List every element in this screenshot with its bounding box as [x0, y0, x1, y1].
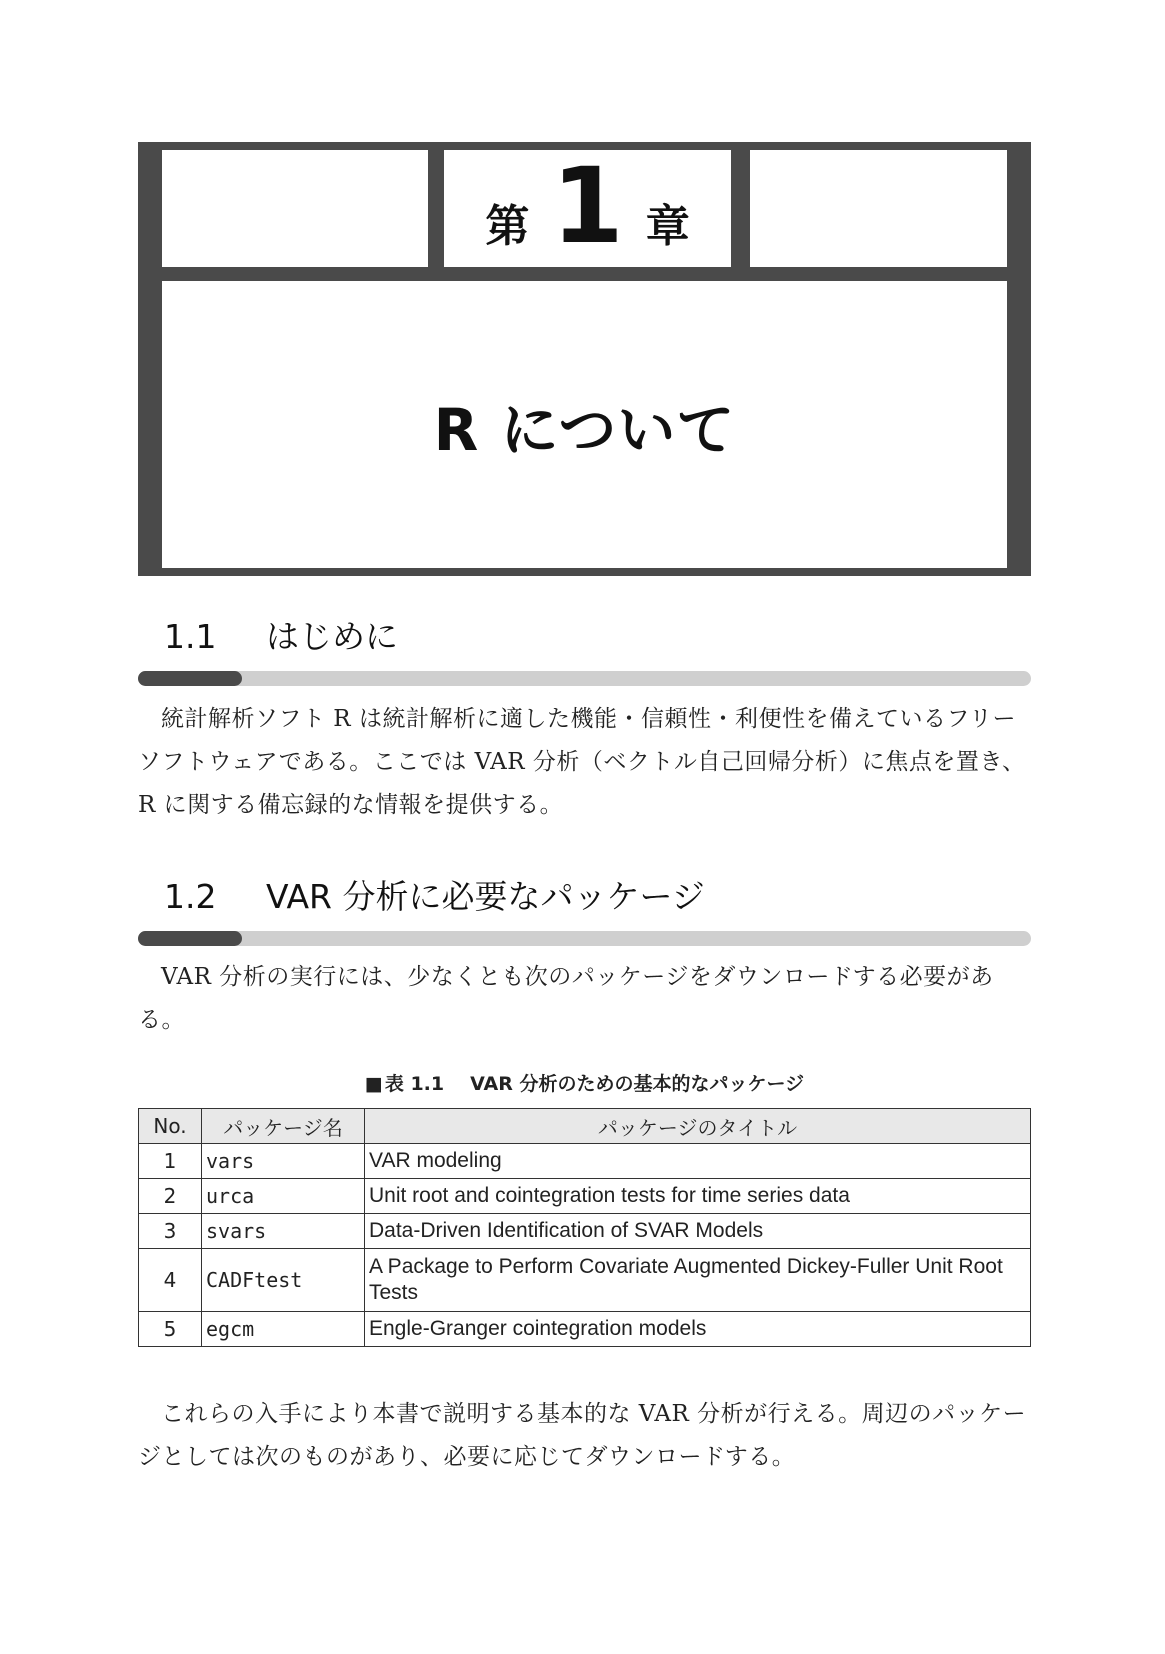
row-no: 2 — [139, 1179, 202, 1214]
header-no: No. — [139, 1109, 202, 1144]
row-package-title: Data-Driven Identification of SVAR Models — [365, 1214, 1031, 1249]
section-1-1-paragraph: 統計解析ソフト R は統計解析に適した機能・信頼性・利便性を備えているフリーソフトウェアである。ここでは VAR 分析（ベクトル自己回帰分析）に焦点を置き、R に関する備忘録的な情報を提供する。 — [138, 706, 1026, 818]
package-table — [138, 1108, 1031, 1347]
table-caption — [138, 1069, 1031, 1096]
header-package-title: パッケージのタイトル — [365, 1109, 1031, 1144]
chapter-number-digit: 1 — [551, 144, 624, 267]
table-row — [139, 1249, 1031, 1312]
chapter-number — [444, 144, 731, 267]
chapter-title-cell — [162, 281, 1007, 568]
section-underline — [138, 671, 1031, 686]
section-underline-accent — [138, 931, 242, 946]
table-row — [139, 1214, 1031, 1249]
chapter-header — [138, 142, 1031, 576]
row-package-title: A Package to Perform Covariate Augmented Dickey-Fuller Unit Root Tests — [365, 1249, 1031, 1312]
row-package-name: svars — [202, 1214, 365, 1249]
section-heading-1-2 — [138, 873, 1031, 946]
table-row — [139, 1312, 1031, 1347]
chapter-suffix: 章 — [645, 201, 690, 252]
caption-number: 表 1.1 — [384, 1073, 445, 1095]
row-package-name: CADFtest — [202, 1249, 365, 1312]
row-no: 3 — [139, 1214, 202, 1249]
row-package-title: Unit root and cointegration tests for time series data — [365, 1179, 1031, 1214]
section-title: VAR 分析に必要なパッケージ — [266, 877, 705, 916]
section-heading-1-1 — [138, 613, 1031, 686]
table-row — [139, 1179, 1031, 1214]
row-package-name: egcm — [202, 1312, 365, 1347]
row-no: 1 — [139, 1144, 202, 1179]
section-underline-accent — [138, 671, 242, 686]
section-number: 1.2 — [164, 877, 217, 916]
caption-text: VAR 分析のための基本的なパッケージ — [470, 1073, 805, 1095]
chapter-frame-left-cell — [162, 150, 428, 267]
row-no: 4 — [139, 1249, 202, 1312]
row-package-title: VAR modeling — [365, 1144, 1031, 1179]
header-package-name: パッケージ名 — [202, 1109, 365, 1144]
chapter-prefix: 第 — [485, 201, 530, 252]
table-row — [139, 1144, 1031, 1179]
chapter-number-cell — [444, 144, 731, 267]
section-underline — [138, 931, 1031, 946]
caption-square-icon: ■ — [364, 1073, 383, 1095]
row-no: 5 — [139, 1312, 202, 1347]
section-1-2-paragraph: VAR 分析の実行には、少なくとも次のパッケージをダウンロードする必要がある。 — [138, 964, 994, 1033]
chapter-frame-right-cell — [750, 150, 1007, 267]
chapter-title: R について — [433, 395, 736, 464]
section-number: 1.1 — [164, 617, 217, 656]
table-header-row — [139, 1109, 1031, 1144]
row-package-name: vars — [202, 1144, 365, 1179]
section-title: はじめに — [266, 617, 398, 656]
row-package-title: Engle-Granger cointegration models — [365, 1312, 1031, 1347]
row-package-name: urca — [202, 1179, 365, 1214]
closing-paragraph: これらの入手により本書で説明する基本的な VAR 分析が行える。周辺のパッケージとしては次のものがあり、必要に応じてダウンロードする。 — [138, 1401, 1027, 1470]
